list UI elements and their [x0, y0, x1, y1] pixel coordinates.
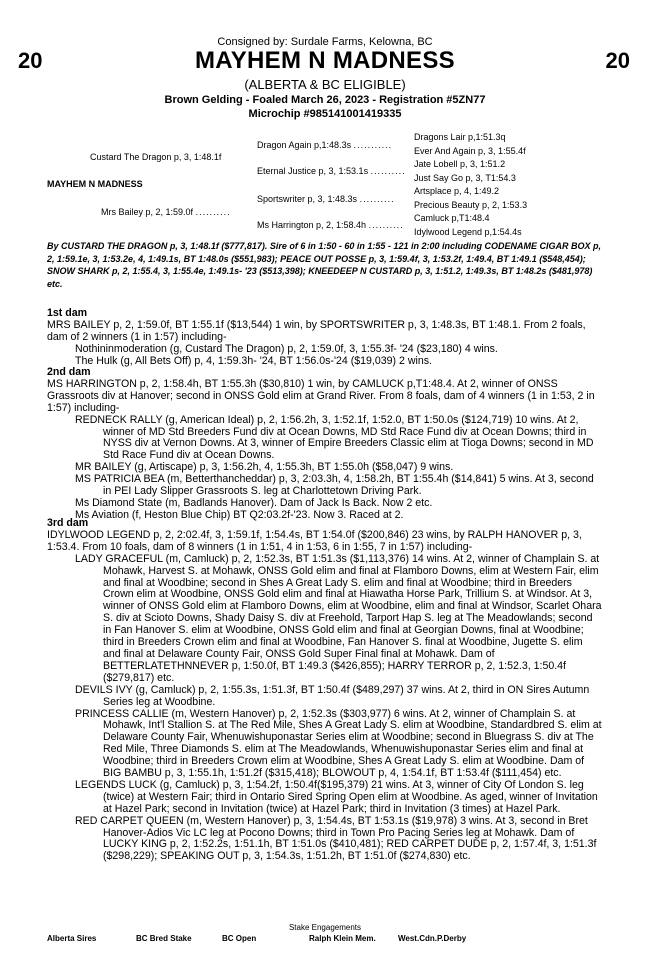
first-dam-heading: 1st dam	[47, 307, 88, 319]
pedigree-ssd: Ever And Again p, 3, 1:55.4f	[414, 146, 526, 156]
pedigree-dam-dam: Ms Harrington p, 2, 1:58.4h ..........	[257, 220, 404, 230]
second-dam-foal: Ms Diamond State (m, Badlands Hanover). Dam of Jack Is Back. Now 2 etc.	[75, 496, 433, 509]
third-dam-summary: IDYLWOOD LEGEND p, 2, 2:02.4f, 3, 1:59.1f, 1:54.4s, BT 1:54.0f ($200,846) 23 wins, by RALPH HANOVER p, 3, 1:53.4. From 10 foals, dam of 8 winners (1 in 1:51, 4 in 1:53, 6 in 1:55, 7 in 1:57) including-	[47, 528, 582, 553]
stake-item: Alberta Sires	[47, 934, 97, 943]
first-dam-summary: MRS BAILEY p, 2, 1:59.0f, BT 1:55.1f ($13,544) 1 win, by SPORTSWRITER p, 3, 1:48.3s, BT 1:48.1. From 2 foals, dam of 2 winners (1 in 1:57) including-	[47, 318, 586, 343]
hip-number-right: 20	[605, 48, 630, 73]
stake-item: BC Open	[222, 934, 257, 943]
second-dam-foal: MS PATRICIA BEA (m, Betterthancheddar) p, 3, 2:03.3h, 4, 1:58.2h, BT 1:55.4h ($14,841) 5 wins. At 3, second in PEI Lady Slipper Grassroots S. leg at Charlottetown Driving Park.	[75, 473, 594, 498]
pedigree-dds: Camluck p,T1:48.4	[414, 213, 490, 223]
eligibility: (ALBERTA & BC ELIGIBLE)	[244, 77, 406, 92]
first-dam-foal: Nothininmoderation (g, Custard The Dragon) p, 2, 1:59.0f, 3, 1:55.3f- '24 ($23,180) 4 wins.	[75, 342, 498, 355]
third-dam-foal: PRINCESS CALLIE (m, Western Hanover) p, 2, 1:52.3s ($303,977) 6 wins. At 2, winner of Champlain S. at Mohawk, Int'l Stallion S. at The Red Mile, Shes A Great Lady S. elim at Woodbine, Standardbred S. elim at Delaware County Fair, Whenuwishuponastar Series elim at Woodbine; second in Bluegrass S. div at The Red Mile, Three Diamonds S. elim at The Meadowlands, Whenuwishuponastar Series elim and final at Woodbine; third in Breeders Crown elim at Woodbine, Shes A Great Lady S. elim at Woodbine. Dam of BIG BAMBU p, 3, 1:55.1h, 1:51.2f ($315,418); BLOWOUT p, 4, 1:54.1f, BT 1:53.4f ($111,454) etc.	[75, 707, 602, 780]
pedigree-sire-dam: Eternal Justice p, 3, 1:53.1s ..........	[257, 166, 406, 176]
horse-description: Brown Gelding - Foaled March 26, 2023 - Registration #5ZN77	[164, 94, 486, 106]
horse-name: MAYHEM N MADNESS	[195, 47, 455, 74]
pedigree-sdd: Just Say Go p, 3, T1:54.3	[414, 173, 516, 183]
second-dam-foal: Ms Aviation (f, Heston Blue Chip) BT Q2:03.2f-'23. Now 3. Raced at 2.	[75, 508, 404, 521]
third-dam-heading: 3rd dam	[47, 517, 89, 529]
pedigree-sss: Dragons Lair p,1:51.3q	[414, 132, 506, 142]
pedigree-dam: Mrs Bailey p, 2, 1:59.0f ..........	[101, 207, 231, 217]
consignor-line: Consigned by: Surdale Farms, Kelowna, BC	[217, 36, 433, 48]
microchip: Microchip #985141001419335	[248, 108, 402, 120]
pedigree-dam-sire: Sportswriter p, 3, 1:48.3s ..........	[257, 194, 395, 204]
pedigree-sire-sire: Dragon Again p,1:48.3s ...........	[257, 140, 393, 150]
stake-item: BC Bred Stake	[136, 934, 192, 943]
hip-number-left: 20	[18, 48, 43, 73]
pedigree-ddd: Idylwood Legend p,1:54.4s	[414, 227, 522, 237]
pedigree-sds: Jate Lobell p, 3, 1:51.2	[414, 159, 506, 169]
third-dam-section	[47, 518, 603, 863]
third-dam-foal: LADY GRACEFUL (m, Camluck) p, 2, 1:52.3s, BT 1:51.3s ($1,113,376) 14 wins. At 2, winner of Champlain S. at Mohawk, Harvest S. at Mohawk, ONSS Gold elim and final at Flamboro Downs, elim at Western Fair, elim and final at Woodbine; second in Shes A Great Lady S. elim and final at Woodbine; third in Breeders Crown elim at Woodbine, ONSS Gold elim and final at Hiawatha Horse Park, Trillium S. at Windsor. At 3, winner of ONSS Gold elim at Flamboro Downs, elim at Woodbine, elim and final at Windsor, Scarlet Ohara S. div at Scioto Downs, Shady Daisy S. div at Freehold, Tarport Hap S. leg at The Meadowlands; second in Fan Hanover S. elim at Woodbine, ONSS Gold elim and final at Georgian Downs, final at Woodbine; third in Breeders Crown elim and final at Woodbine, Fan Hanover S. final at Woodbine, Jugette S. elim and final at Delaware County Fair, ONSS Gold Super Final final at Mohawk. Dam of BETTERLATETHNNEVER p, 1:50.0f, BT 1:49.3 ($426,855); HARRY TERROR p, 2, 1:52.3, 1:50.4f ($279,817) etc.	[75, 552, 602, 684]
pedigree-dsd: Precious Beauty p, 2, 1:53.3	[414, 200, 528, 210]
second-dam-foal: REDNECK RALLY (g, American Ideal) p, 2, 1:56.2h, 3, 1:52.1f, 1:52.0, BT 1:50.0s ($124,719) 10 wins. At 2, winner of MD Std Breeders Fund div at Ocean Downs, MD Std Race Fund div at Ocean Downs; third in NYSS div at Vernon Downs. At 3, winner of Empire Breeders Classic elim at Tioga Downs; second in MD Std Race Fund div at Ocean Downs.	[75, 413, 594, 462]
stake-item: Ralph Klein Mem.	[309, 934, 376, 943]
stake-item: West.Cdn.P.Derby	[398, 934, 467, 943]
third-dam-foal: RED CARPET QUEEN (m, Western Hanover) p, 3, 1:54.4s, BT 1:53.1s ($19,978) 3 wins. At 3, second in Bret Hanover-Adios Vic LC leg at Pocono Downs; third in Town Pro Pacing Series leg at Mohawk. Dam of LUCKY KING p, 2, 1:52.2s, 1:51.1h, BT 1:51.0s ($410,481); RED CARPET DUDE p, 2, 1:57.4f, 3, 1:51.3f ($298,229); SPEAKING OUT p, 3, 1:54.3s, 1:51.2h, BT 1:51.0f ($274,830) etc.	[75, 814, 597, 863]
first-dam-foal: The Hulk (g, All Bets Off) p, 4, 1:59.3h- '24, BT 1:56.0s-'24 ($19,039) 2 wins.	[75, 354, 432, 367]
second-dam-foal: MR BAILEY (g, Artiscape) p, 3, 1:56.2h, 4, 1:55.3h, BT 1:55.0h ($58,047) 9 wins.	[75, 461, 454, 474]
third-dam-foal: LEGENDS LUCK (g, Camluck) p, 3, 1:54.2f, 1:50.4f($195,379) 21 wins. At 3, winner of City Of London S. leg (twice) at Western Fair; third in Ontario Sired Spring Open elim at Woodbine. As aged, winner of Invitation at Hazel Park; second in Invitation (twice) at Hazel Park; third in Invitation (3 times) at Hazel Park.	[75, 778, 598, 815]
pedigree-sire: Custard The Dragon p, 3, 1:48.1f	[90, 152, 222, 162]
first-dam-section	[47, 308, 603, 368]
stake-engagements-title: Stake Engagements	[288, 923, 362, 932]
second-dam-section	[47, 367, 603, 522]
second-dam-heading: 2nd dam	[47, 366, 91, 378]
sire-summary: By CUSTARD THE DRAGON p, 3, 1:48.1f ($777,817). Sire of 6 in 1:50 - 60 in 1:55 - 121 in 2:00 including CODENAME CIGAR BOX p, 2, 1:59.1e, 3, 1:53.2e, 4, 1:49.1s, BT 1:48.0s ($551,983); PEACE OUT POSSE p, 3, 1:59.4f, 3, 1:53.2f, 1:49.4, BT 1:49.1 ($548,454); SNOW SHARK p, 2, 1:55.4, 3, 1:55.4e, 1:49.1s- '23 ($513,398); KNEEDEEP N CUSTARD p, 3, 1:51.2, 1:49.3s, BT 1:48.2s ($481,978) etc.	[47, 241, 601, 289]
pedigree-horse: MAYHEM N MADNESS	[47, 179, 143, 189]
third-dam-foal: DEVILS IVY (g, Camluck) p, 2, 1:55.3s, 1:51.3f, BT 1:50.4f ($489,297) 37 wins. At 2, third in ON Sires Autumn Series leg at Woodbine.	[75, 683, 590, 708]
pedigree-dss: Artsplace p, 4, 1:49.2	[414, 186, 500, 196]
second-dam-summary: MS HARRINGTON p, 2, 1:58.4h, BT 1:55.3h ($30,810) 1 win, by CAMLUCK p,T1:48.4. At 2, winner of ONSS Grassroots div at Hanover; second in ONSS Gold elim at Grand River. From 8 foals, dam of 4 winners (1 in 1:53, 2 in 1:57) including-	[47, 377, 595, 414]
